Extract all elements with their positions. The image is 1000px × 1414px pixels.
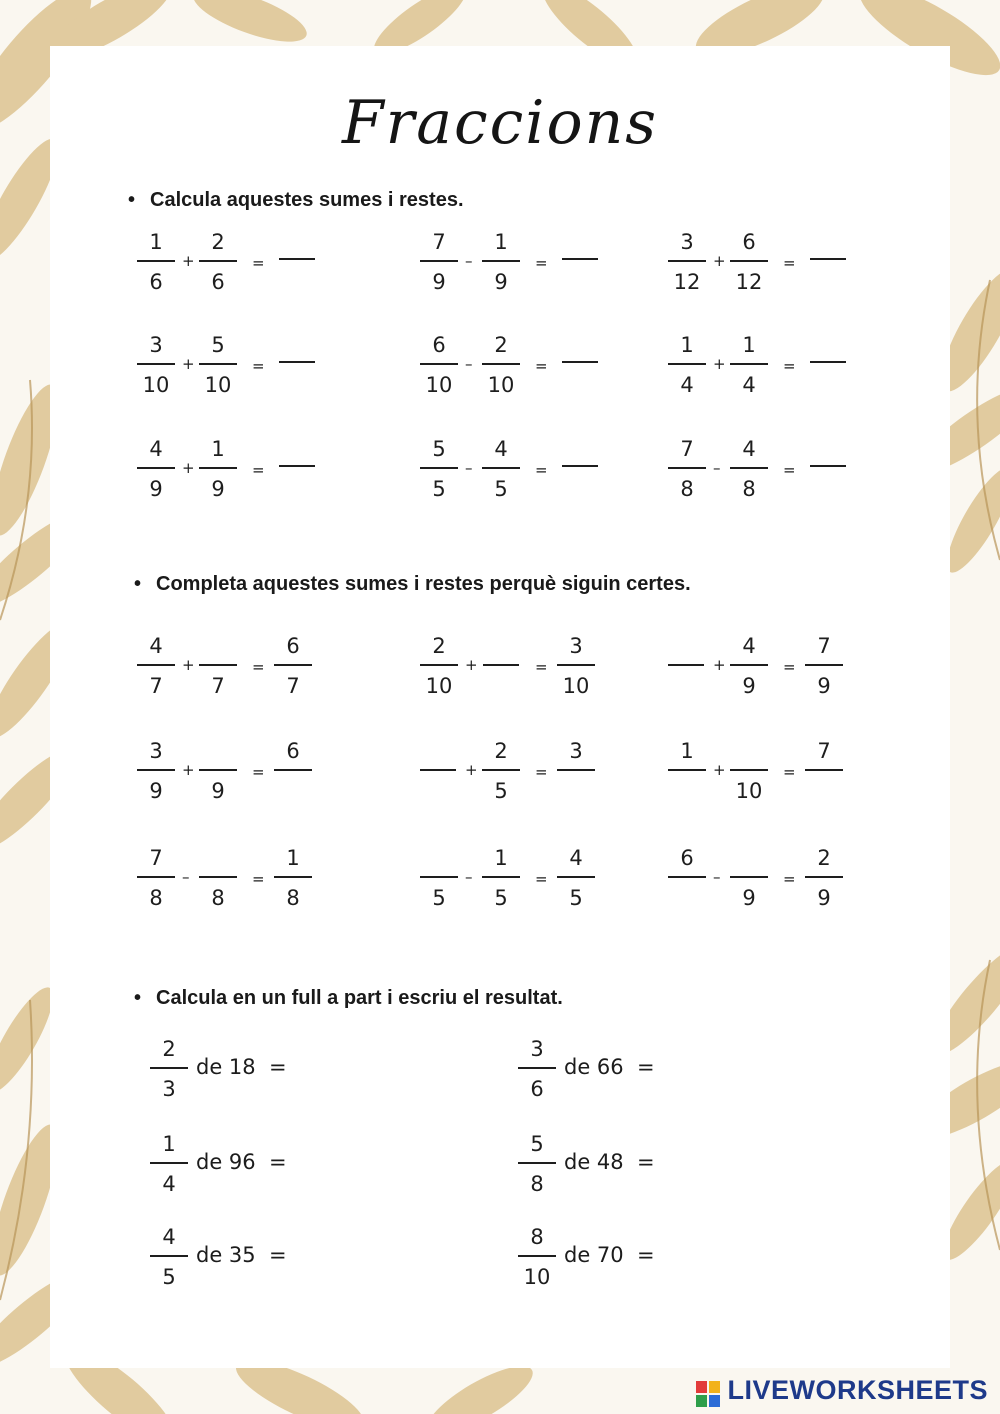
denominator: 10 <box>204 373 232 397</box>
fraction-bar <box>730 769 768 771</box>
fraction-bar <box>557 664 595 666</box>
operand-b <box>482 333 520 397</box>
numerator: 3 <box>569 634 583 658</box>
instruction-3: • Calcula en un full a part i escriu el resultat. <box>134 987 563 1009</box>
fraction-bar <box>668 769 706 771</box>
denominator: 7 <box>211 674 225 698</box>
answer-blank[interactable] <box>810 465 846 467</box>
denominator: 4 <box>742 373 756 397</box>
denominator: 3 <box>162 1077 176 1101</box>
numerator: 2 <box>494 739 508 763</box>
answer-blank[interactable] <box>668 664 704 666</box>
fraction <box>518 1037 556 1101</box>
operand-a <box>137 437 175 501</box>
fraction-bar <box>137 876 175 878</box>
denominator: 7 <box>286 674 300 698</box>
operand-a <box>420 437 458 501</box>
denominator: 8 <box>680 477 694 501</box>
fraction-bar <box>137 664 175 666</box>
numerator: 4 <box>742 634 756 658</box>
fraction-bar <box>274 876 312 878</box>
denominator: 9 <box>742 886 756 910</box>
fraction-bar <box>274 769 312 771</box>
fraction-bar <box>518 1067 556 1069</box>
answer-blank[interactable] <box>279 361 315 363</box>
denominator[interactable] <box>557 779 595 803</box>
numerator: 7 <box>149 846 163 870</box>
operand-b <box>730 846 768 910</box>
operand-b <box>199 739 237 803</box>
operand-b <box>482 846 520 910</box>
fraction-bar <box>199 260 237 262</box>
numerator: 6 <box>680 846 694 870</box>
of-quantity-text: de 70 = <box>564 1243 655 1267</box>
operand-a <box>668 230 706 294</box>
fraction-bar <box>482 769 520 771</box>
numerator: 2 <box>162 1037 176 1061</box>
denominator: 5 <box>494 477 508 501</box>
equals-sign: = <box>783 357 796 375</box>
numerator: 3 <box>530 1037 544 1061</box>
denominator: 6 <box>211 270 225 294</box>
brand-watermark: LIVEWORKSHEETS <box>727 1375 988 1405</box>
operator: + <box>182 761 195 779</box>
equals-sign: = <box>535 763 548 781</box>
denominator: 6 <box>530 1077 544 1101</box>
equals-sign: = <box>535 357 548 375</box>
answer-blank[interactable] <box>562 258 598 260</box>
fraction-bar <box>199 467 237 469</box>
denominator: 9 <box>817 674 831 698</box>
fraction-bar <box>420 664 458 666</box>
fraction-bar <box>668 363 706 365</box>
numerator: 1 <box>742 333 756 357</box>
fraction-bar <box>730 260 768 262</box>
operand-b <box>730 437 768 501</box>
equals-sign: = <box>783 254 796 272</box>
operand-b <box>482 437 520 501</box>
fraction-bar <box>137 363 175 365</box>
fraction-bar <box>805 769 843 771</box>
numerator: 3 <box>149 333 163 357</box>
denominator: 4 <box>162 1172 176 1196</box>
denominator: 9 <box>432 270 446 294</box>
fraction-bar <box>805 876 843 878</box>
denominator: 8 <box>530 1172 544 1196</box>
fraction <box>150 1132 188 1196</box>
fraction-bar <box>274 664 312 666</box>
fraction-bar <box>150 1255 188 1257</box>
operator: + <box>182 459 195 477</box>
fraction-bar <box>137 467 175 469</box>
denominator: 5 <box>494 779 508 803</box>
equals-sign: = <box>252 461 265 479</box>
equals-sign: = <box>252 658 265 676</box>
result <box>557 846 595 910</box>
denominator: 7 <box>149 674 163 698</box>
fraction-bar <box>199 664 237 666</box>
numerator: 2 <box>817 846 831 870</box>
result <box>557 739 595 803</box>
operand-b <box>730 739 768 803</box>
denominator: 8 <box>149 886 163 910</box>
fraction-bar <box>482 467 520 469</box>
equals-sign: = <box>535 870 548 888</box>
numerator: 6 <box>432 333 446 357</box>
fraction-bar <box>730 467 768 469</box>
fraction-bar <box>518 1162 556 1164</box>
fraction-bar <box>730 363 768 365</box>
operand-a <box>137 230 175 294</box>
numerator: 5 <box>432 437 446 461</box>
answer-blank[interactable] <box>483 664 519 666</box>
fraction-bar <box>557 769 595 771</box>
denominator: 12 <box>735 270 763 294</box>
answer-blank[interactable] <box>279 465 315 467</box>
fraction-bar <box>668 467 706 469</box>
numerator: 1 <box>211 437 225 461</box>
denominator: 8 <box>211 886 225 910</box>
fraction-bar <box>668 876 706 878</box>
numerator[interactable] <box>730 739 768 763</box>
operand-a <box>668 739 706 803</box>
of-quantity-text: de 66 = <box>564 1055 655 1079</box>
denominator: 10 <box>142 373 170 397</box>
operand-b <box>482 739 520 803</box>
denominator: 9 <box>494 270 508 294</box>
denominator[interactable] <box>668 779 706 803</box>
denominator: 9 <box>149 779 163 803</box>
equals-sign: = <box>783 763 796 781</box>
liveworksheets-logo-icon <box>696 1381 720 1407</box>
numerator: 5 <box>530 1132 544 1156</box>
operand-b <box>199 634 237 698</box>
operator: + <box>182 355 195 373</box>
operator: – <box>465 355 473 373</box>
answer-blank[interactable] <box>562 361 598 363</box>
denominator: 10 <box>425 674 453 698</box>
operand-a <box>137 739 175 803</box>
operand-a <box>420 634 458 698</box>
denominator[interactable] <box>274 779 312 803</box>
result <box>805 739 843 803</box>
numerator: 7 <box>680 437 694 461</box>
numerator[interactable] <box>199 739 237 763</box>
operand-a <box>420 846 458 910</box>
instruction-2: • Completa aquestes sumes i restes perquè siguin certes. <box>134 573 691 595</box>
numerator: 2 <box>211 230 225 254</box>
numerator[interactable] <box>199 634 237 658</box>
of-quantity-text: de 18 = <box>196 1055 287 1079</box>
operand-b <box>730 230 768 294</box>
operator: + <box>713 252 726 270</box>
numerator: 1 <box>494 230 508 254</box>
result <box>557 634 595 698</box>
equals-sign: = <box>783 658 796 676</box>
result <box>274 846 312 910</box>
fraction-bar <box>805 664 843 666</box>
denominator: 5 <box>432 886 446 910</box>
denominator: 4 <box>680 373 694 397</box>
answer-blank[interactable] <box>810 258 846 260</box>
numerator: 8 <box>530 1225 544 1249</box>
operator: – <box>465 252 473 270</box>
numerator: 7 <box>817 634 831 658</box>
numerator: 3 <box>680 230 694 254</box>
operand-a <box>420 230 458 294</box>
denominator: 9 <box>817 886 831 910</box>
operator: + <box>465 656 478 674</box>
denominator: 10 <box>735 779 763 803</box>
equals-sign: = <box>783 870 796 888</box>
denominator: 9 <box>742 674 756 698</box>
numerator: 1 <box>494 846 508 870</box>
fraction-bar <box>420 363 458 365</box>
of-quantity-text: de 35 = <box>196 1243 287 1267</box>
denominator: 5 <box>432 477 446 501</box>
numerator: 1 <box>680 739 694 763</box>
operand-a <box>137 333 175 397</box>
denominator: 8 <box>286 886 300 910</box>
operator: + <box>713 656 726 674</box>
operand-a <box>137 634 175 698</box>
numerator: 2 <box>494 333 508 357</box>
denominator: 5 <box>162 1265 176 1289</box>
denominator: 9 <box>211 477 225 501</box>
operand-a <box>668 437 706 501</box>
equals-sign: = <box>783 461 796 479</box>
operator: + <box>713 355 726 373</box>
equals-sign: = <box>535 254 548 272</box>
operand-a <box>668 333 706 397</box>
numerator: 4 <box>149 437 163 461</box>
fraction-bar <box>137 260 175 262</box>
denominator: 8 <box>742 477 756 501</box>
numerator: 4 <box>162 1225 176 1249</box>
result <box>274 634 312 698</box>
operand-b <box>199 846 237 910</box>
operator: + <box>182 656 195 674</box>
equals-sign: = <box>252 357 265 375</box>
denominator[interactable] <box>805 779 843 803</box>
operand-b <box>730 634 768 698</box>
denominator: 9 <box>149 477 163 501</box>
fraction <box>518 1225 556 1289</box>
numerator: 6 <box>286 634 300 658</box>
fraction-bar <box>482 876 520 878</box>
denominator: 10 <box>523 1265 551 1289</box>
numerator: 1 <box>149 230 163 254</box>
fraction-bar <box>199 363 237 365</box>
operator: – <box>713 459 721 477</box>
numerator: 4 <box>149 634 163 658</box>
equals-sign: = <box>252 763 265 781</box>
equals-sign: = <box>252 870 265 888</box>
of-quantity-text: de 48 = <box>564 1150 655 1174</box>
result <box>274 739 312 803</box>
operator: + <box>182 252 195 270</box>
answer-blank[interactable] <box>279 258 315 260</box>
equals-sign: = <box>535 658 548 676</box>
numerator[interactable] <box>420 846 458 870</box>
numerator: 6 <box>286 739 300 763</box>
fraction <box>518 1132 556 1196</box>
denominator: 10 <box>425 373 453 397</box>
numerator: 6 <box>742 230 756 254</box>
fraction-bar <box>518 1255 556 1257</box>
numerator: 7 <box>432 230 446 254</box>
of-quantity-text: de 96 = <box>196 1150 287 1174</box>
fraction <box>150 1037 188 1101</box>
answer-blank[interactable] <box>562 465 598 467</box>
fraction-bar <box>420 467 458 469</box>
instruction-1: • Calcula aquestes sumes i restes. <box>128 189 464 211</box>
operand-b <box>730 333 768 397</box>
numerator[interactable] <box>730 846 768 870</box>
denominator: 9 <box>211 779 225 803</box>
denominator: 12 <box>673 270 701 294</box>
numerator: 5 <box>211 333 225 357</box>
page-title: Fraccions <box>341 88 659 158</box>
fraction-bar <box>150 1067 188 1069</box>
result <box>805 846 843 910</box>
operator: – <box>713 868 721 886</box>
operator: + <box>465 761 478 779</box>
numerator: 4 <box>742 437 756 461</box>
denominator: 5 <box>569 886 583 910</box>
operand-b <box>199 333 237 397</box>
numerator: 4 <box>569 846 583 870</box>
denominator: 10 <box>487 373 515 397</box>
fraction-bar <box>420 260 458 262</box>
denominator: 5 <box>494 886 508 910</box>
denominator: 6 <box>149 270 163 294</box>
fraction-bar <box>150 1162 188 1164</box>
operand-b <box>199 437 237 501</box>
fraction-bar <box>730 876 768 878</box>
operator: – <box>465 868 473 886</box>
fraction-bar <box>730 664 768 666</box>
fraction-bar <box>137 769 175 771</box>
answer-blank[interactable] <box>420 769 456 771</box>
numerator: 7 <box>817 739 831 763</box>
fraction-bar <box>482 260 520 262</box>
numerator: 2 <box>432 634 446 658</box>
fraction-bar <box>668 260 706 262</box>
result <box>805 634 843 698</box>
denominator[interactable] <box>668 886 706 910</box>
answer-blank[interactable] <box>810 361 846 363</box>
fraction-bar <box>557 876 595 878</box>
operator: – <box>182 868 190 886</box>
numerator: 1 <box>162 1132 176 1156</box>
operand-a <box>668 846 706 910</box>
fraction <box>150 1225 188 1289</box>
fraction-bar <box>199 876 237 878</box>
equals-sign: = <box>252 254 265 272</box>
numerator: 3 <box>569 739 583 763</box>
operand-a <box>137 846 175 910</box>
fraction-bar <box>482 363 520 365</box>
operand-a <box>420 333 458 397</box>
numerator[interactable] <box>199 846 237 870</box>
denominator: 10 <box>562 674 590 698</box>
operand-b <box>199 230 237 294</box>
numerator: 4 <box>494 437 508 461</box>
operator: – <box>465 459 473 477</box>
equals-sign: = <box>535 461 548 479</box>
operator: + <box>713 761 726 779</box>
numerator: 1 <box>286 846 300 870</box>
fraction-bar <box>420 876 458 878</box>
operand-b <box>482 230 520 294</box>
fraction-bar <box>199 769 237 771</box>
numerator: 1 <box>680 333 694 357</box>
numerator: 3 <box>149 739 163 763</box>
